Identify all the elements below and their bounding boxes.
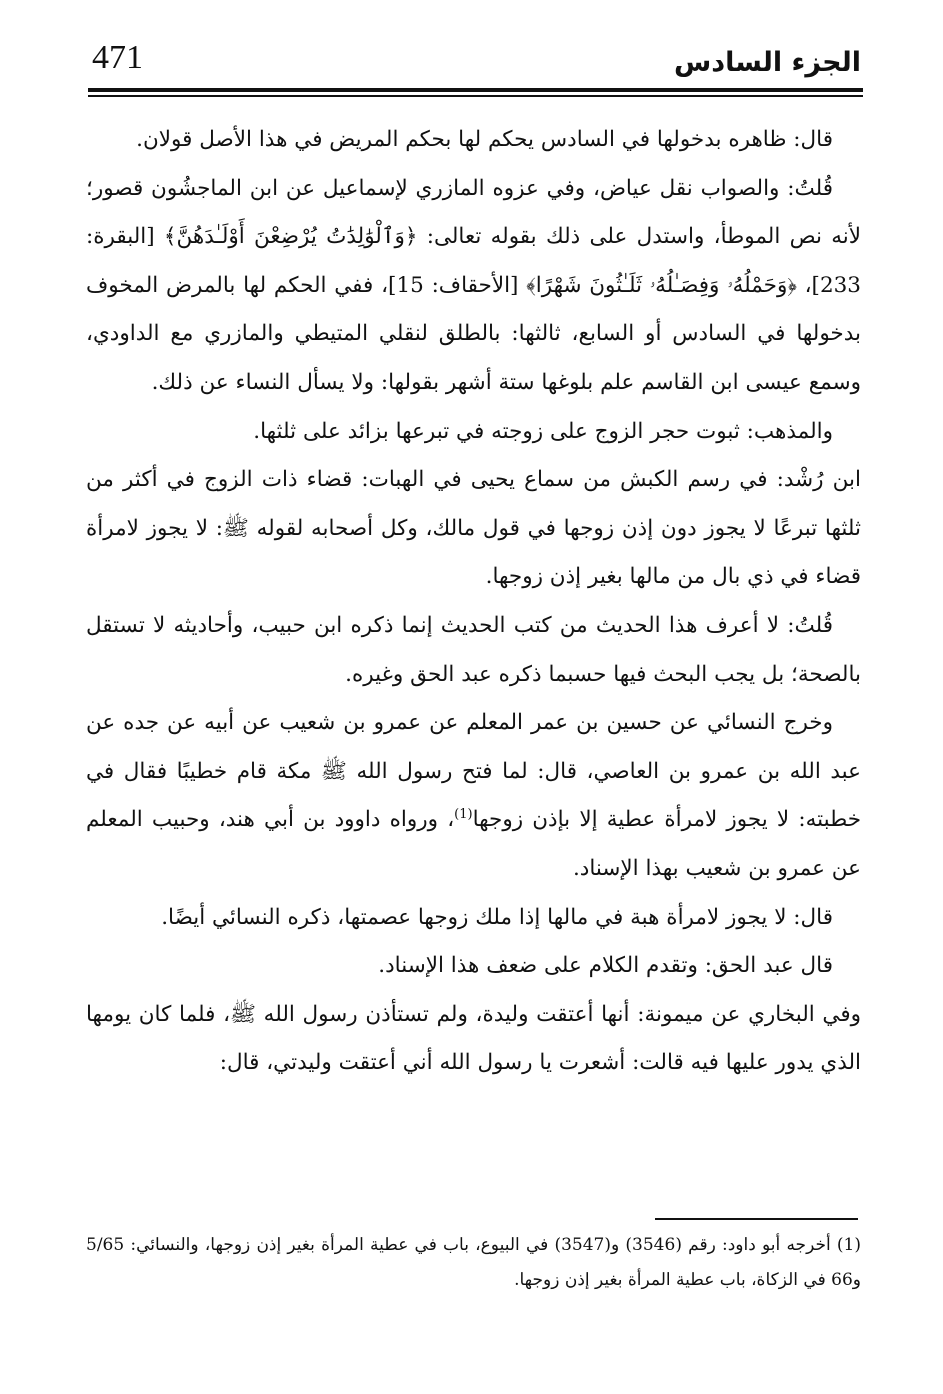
footnotes	[86, 1228, 861, 1298]
paragraph: قُلتُ: لا أعرف هذا الحديث من كتب الحديث إنما ذكره ابن حبيب، وأحاديثه لا تستقل بالصحة؛ بل يجب البحث فيها حسبما ذكره عبد الحق وغيره.	[86, 612, 861, 687]
paragraph: قال: لا يجوز لامرأة هبة في مالها إذا ملك زوجها عصمتها، ذكره النسائي أيضًا.	[161, 904, 833, 930]
paragraph: قُلتُ: والصواب نقل عياض، وفي عزوه المازري لإسماعيل عن ابن الماجشُون قصور؛ لأنه نص الموطأ، واستدل على ذلك بقوله تعالى: ﴿وَٱلْوَٰلِدَٰتُ يُرْضِعْنَ أَوْلَـٰدَهُنَّ﴾ [البقرة: 233]، ﴿وَحَمْلُهُۥ وَفِصَـٰلُهُۥ ثَلَـٰثُونَ شَهْرًا﴾ [الأحقاف: 15]، ففي الحكم لها بالمرض المخوف بدخولها في السادس أو السابع، ثالثها: بالطلق لنقلي المتيطي والمازري مع الداودي، وسمع عيسى ابن القاسم علم بلوغها ستة أشهر بقولها: ولا يسأل النساء عن ذلك.	[86, 175, 861, 395]
paragraph: والمذهب: ثبوت حجر الزوج على زوجته في تبرعها بزائد على ثلثها.	[253, 418, 833, 444]
paragraph: وفي البخاري عن ميمونة: أنها أعتقت وليدة، ولم تستأذن رسول الله ﷺ، فلما كان يومها الذي يدور عليها فيه قالت: أشعرت يا رسول الله أني أعتقت وليدتي، قال:	[86, 1001, 861, 1076]
footnote-separator	[655, 1218, 858, 1220]
paragraph-text-after-ref: ، ورواه داوود بن أبي هند، وحبيب المعلم عن عمرو بن شعيب بهذا الإسناد.	[86, 807, 861, 881]
main-text	[86, 116, 861, 1088]
header-rule-thick	[88, 88, 863, 92]
paragraph-with-footnote	[86, 699, 861, 893]
footnote-reference[interactable]: (1)	[454, 807, 473, 823]
header-rule-thin	[88, 95, 863, 97]
running-head: الجزء السادس	[674, 47, 861, 78]
paragraph: ابن رُشْد: في رسم الكبش من سماع يحيى في الهبات: قضاء ذات الزوج في أكثر من ثلثها تبرعًا لا يجوز دون إذن زوجها في قول مالك، وكل أصحابه لقوله ﷺ: لا يجوز لامرأة قضاء في ذي بال من مالها بغير إذن زوجها.	[86, 467, 861, 590]
paragraph: قال عبد الحق: وتقدم الكلام على ضعف هذا الإسناد.	[378, 953, 833, 979]
paragraph: قال: ظاهره بدخولها في السادس يحكم لها بحكم المريض في هذا الأصل قولان.	[136, 127, 833, 152]
paragraph-text-before-ref: وخرج النسائي عن حسين بن عمر المعلم عن عمرو بن شعيب عن أبيه عن جده عن عبد الله بن عمرو بن العاصي، قال: لما فتح رسول الله ﷺ مكة قام خطيبًا فقال في خطبته: لا يجوز لامرأة عطية إلا بإذن زوجها	[86, 710, 862, 833]
page-number: 471	[92, 39, 143, 76]
footnote: (1) أخرجه أبو داود: رقم (3546) و(3547) في البيوع، باب في عطية المرأة بغير إذن زوجها، والنسائي: 5/65 و66 في الزكاة، باب عطية المرأة بغير إذن زوجها.	[86, 1235, 861, 1290]
